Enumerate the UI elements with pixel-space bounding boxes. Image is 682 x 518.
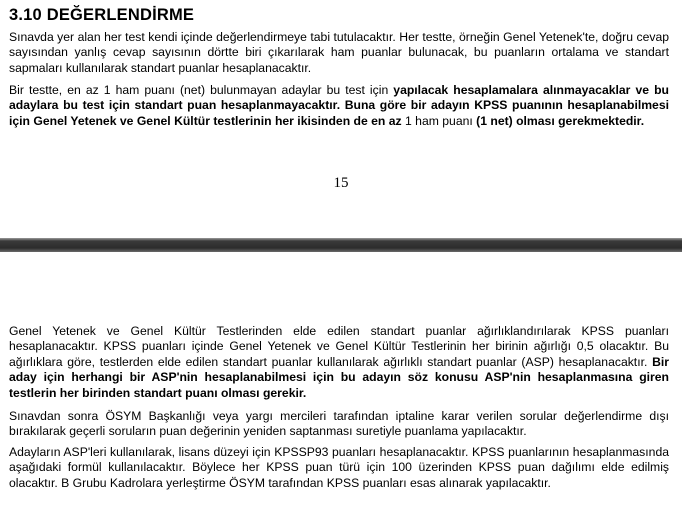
paragraph-text: Bir testte, en az 1 ham puanı (net) bulunmayan adaylar bu test için [9, 83, 394, 97]
paragraph-bold-text: yapılacak hesaplamalara alınmayacaklar ve bu adaylara bu test için standart puan hesaplanmayacaktır. Buna göre bir adayın KPSS puanının hesaplanabilmesi için Genel Yetenek ve Genel Kültür testlerinin her ikisinden de en az [9, 83, 669, 128]
paragraph-scoring-method: Sınavda yer alan her test kendi içinde değerlendirmeye tabi tutulacaktır. Her testte, örneğin Genel Yetenek'te, doğru cevap sayısından yanlış cevap sayısının dörtte biri çıkarılarak ham puanlar bulunacak, bu puanların ortalama ve standart sapmaları kullanılarak standart puanlar hesaplanacaktır. [9, 30, 669, 75]
paragraph-weighted-scores [9, 324, 669, 401]
paragraph-bold-text: olması gerekmektedir. [512, 113, 645, 128]
page-number: 15 [333, 175, 349, 191]
paragraph-cancelled-questions: Sınavdan sonra ÖSYM Başkanlığı veya yargı mercileri tarafından iptaline karar verilen sorular değerlendirme dışı bırakılarak geçerli soruların puan değerinin yeniden saptanması suretiyle puanlama yapılacaktır. [9, 409, 669, 439]
paragraph-text: Genel Yetenek ve Genel Kültür Testlerinden elde edilen standart puanlar ağırlıklandırılarak KPSS puanları hesaplanacaktır. KPSS puanları içinde Genel Yetenek ve Genel Kültür Testlerinin her birinin ağırlığı 0,5 olacaktır. Bu ağırlıklara göre, testlerden elde edilen standart puanlar kullanılarak ağırlıklı standart puanlar (ASP) hesaplanacaktır. [9, 324, 669, 369]
paragraph-kpssp93: Adayların ASP'leri kullanılarak, lisans düzeyi için KPSSP93 puanları hesaplanacaktır. KPSS puanlarının hesaplanmasında aşağıdaki formül kullanılacaktır. Böylece her KPSS puan türü için 100 üzerinden KPSS puan dağılımı elde edilmiş olacaktır. B Grubu Kadrolara yerleştirme ÖSYM tarafından KPSS puanları esas alınarak yapılacaktır. [9, 445, 669, 490]
paragraph-bold-text: (1 net) [476, 113, 513, 128]
document-page-top [0, 0, 682, 238]
page-divider [0, 238, 682, 252]
paragraph-text: 1 ham puanı [401, 113, 477, 128]
paragraph-minimum-raw-score [9, 83, 669, 129]
paragraph-bold-text: Bir aday için herhangi bir ASP'nin hesaplanabilmesi için bu adayın söz konusu ASP'nin hesaplanmasına giren testlerin her birinden standart puanı olması gerekir. [9, 354, 669, 400]
section-heading: 3.10 DEĞERLENDİRME [9, 6, 195, 24]
